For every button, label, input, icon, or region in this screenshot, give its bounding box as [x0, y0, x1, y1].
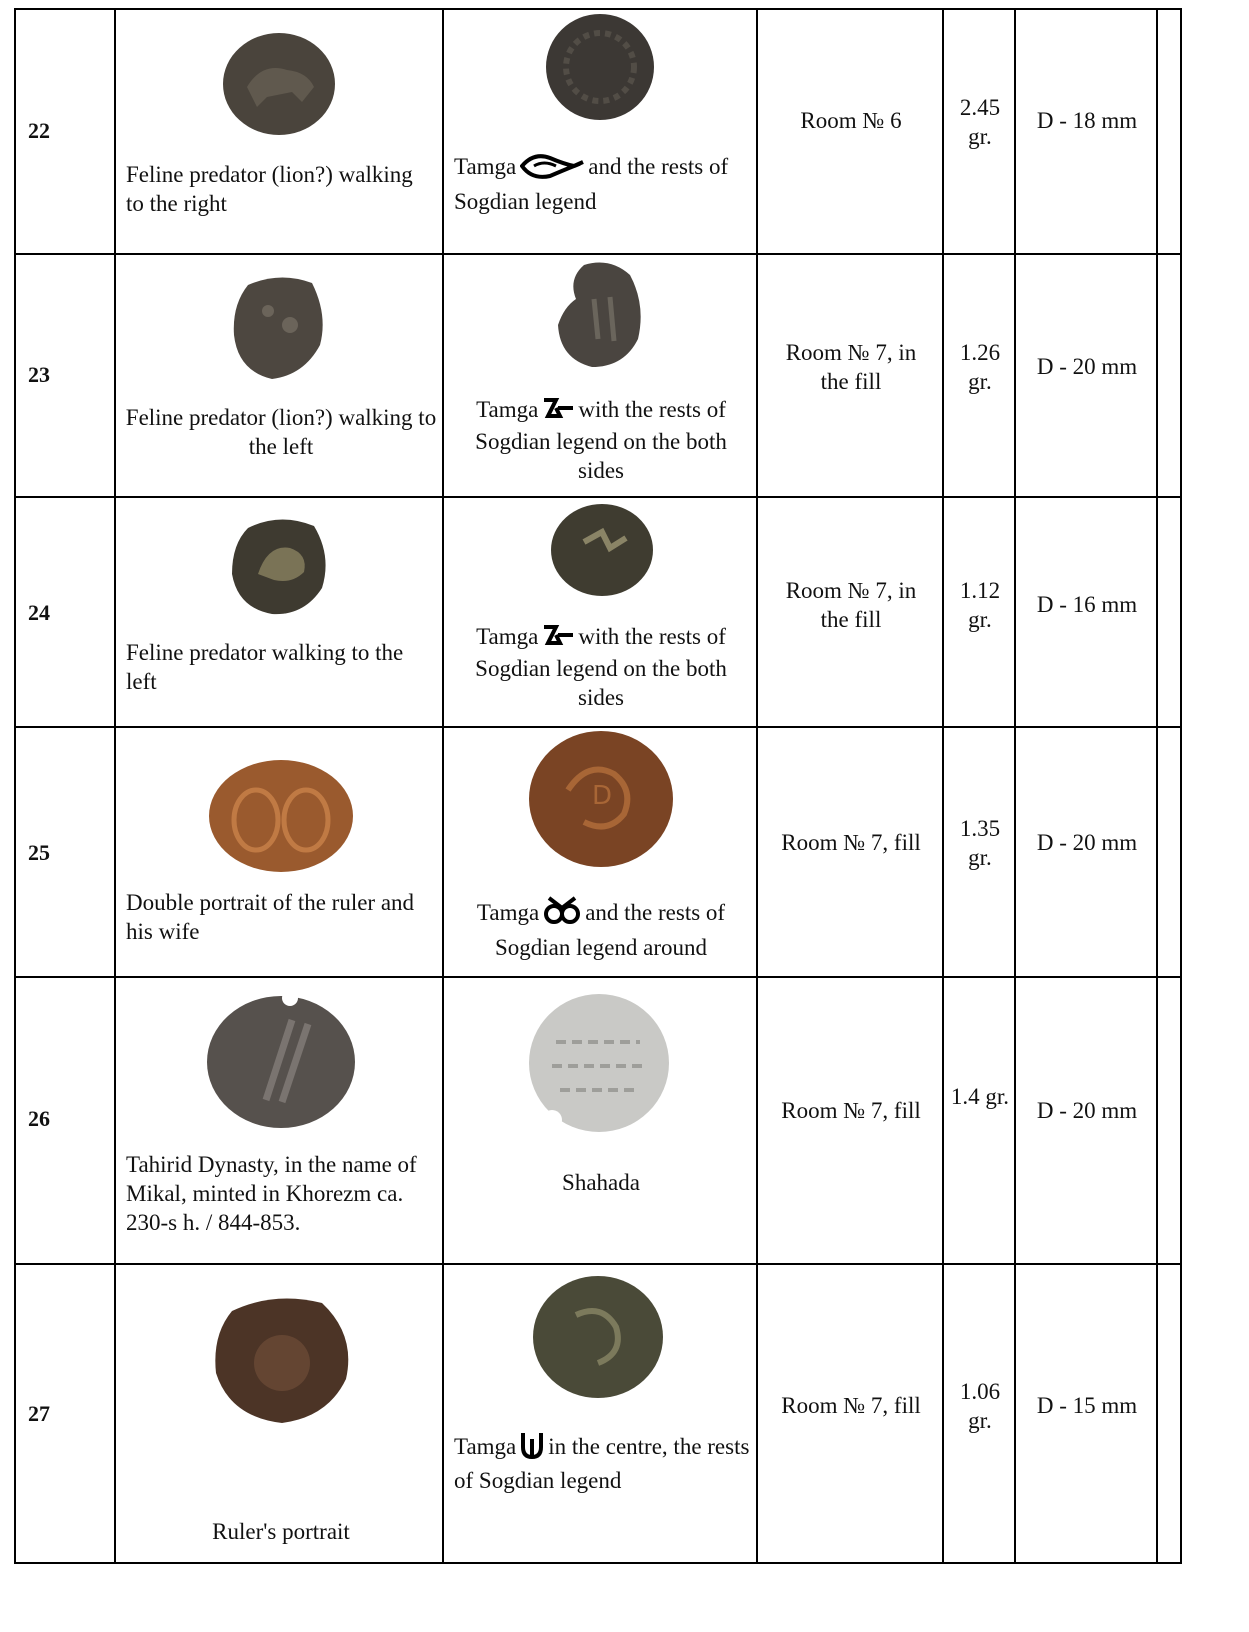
table-row: [15, 1264, 1181, 1563]
obverse-coin-image: [228, 514, 332, 618]
table-row: [15, 9, 1181, 254]
table-row: [15, 497, 1181, 727]
reverse-legend-text: and the rests of Sogdian legend around: [494, 899, 726, 960]
diameter: D - 18 mm: [1036, 108, 1138, 133]
reverse-description: [452, 395, 750, 485]
weight: 1.4 gr.: [950, 1084, 1010, 1109]
obverse-cell: [115, 977, 443, 1264]
coin-number: 25: [28, 840, 50, 865]
findspot: Room № 6: [800, 108, 902, 133]
obverse-description: Tahirid Dynasty, in the name of Mikal, minted in Khorezm ca. 230-s h. / 844-853.: [126, 1152, 417, 1235]
obverse-description: Feline predator (lion?) walking to the right: [126, 162, 413, 216]
coin-number: 23: [28, 362, 50, 387]
reverse-coin-image: [545, 12, 655, 122]
weight: 1.12 gr.: [959, 578, 1001, 632]
coin-number: 24: [28, 600, 50, 625]
reverse-cell: [443, 9, 757, 254]
coin-catalog-table: [14, 8, 1182, 1564]
obverse-cell: [115, 727, 443, 977]
reverse-legend-text: with the rests of Sogdian legend on the both sides: [475, 624, 727, 711]
reverse-coin-image: [528, 992, 670, 1134]
diameter: D - 16 mm: [1036, 592, 1138, 617]
table-row: [15, 977, 1181, 1264]
weight: 2.45 gr.: [959, 95, 1001, 149]
diameter: D - 15 mm: [1036, 1393, 1138, 1418]
table-row: [15, 254, 1181, 497]
reverse-description: [452, 896, 750, 962]
obverse-cell: [115, 9, 443, 254]
reverse-coin-image: [554, 259, 646, 371]
obverse-coin-image: [222, 32, 336, 136]
findspot: Room № 7, fill: [781, 1393, 921, 1418]
obverse-cell: [115, 1264, 443, 1563]
reverse-cell: [443, 497, 757, 727]
obverse-description: Ruler's portrait: [212, 1519, 350, 1544]
reverse-cell: [443, 254, 757, 497]
obverse-description: Feline predator (lion?) walking to the left: [125, 405, 437, 459]
tamga-symbol-icon: [543, 896, 581, 933]
reverse-coin-image: [550, 502, 654, 598]
diameter: D - 20 mm: [1036, 830, 1138, 855]
weight: 1.26 gr.: [959, 340, 1001, 394]
reverse-description: [452, 622, 750, 712]
obverse-cell: [115, 254, 443, 497]
tamga-symbol-icon: [520, 150, 584, 187]
findspot: Room № 7, in the fill: [785, 578, 917, 632]
reverse-coin-image: [528, 730, 674, 868]
obverse-description: Double portrait of the ruler and his wife: [126, 890, 415, 944]
tamga-symbol-icon: [520, 1431, 544, 1466]
reverse-cell: [443, 977, 757, 1264]
obverse-coin-image: [210, 1293, 354, 1427]
reverse-legend-text: and the rests of Sogdian legend: [454, 153, 729, 214]
obverse-coin-image: [206, 990, 356, 1130]
tamga-symbol-icon: [542, 396, 574, 427]
reverse-cell: [443, 727, 757, 977]
reverse-tamga-label: Tamga: [476, 624, 539, 649]
coin-number: 22: [28, 118, 50, 143]
obverse-description: Feline predator walking to the left: [126, 640, 404, 694]
reverse-description: [454, 150, 750, 216]
weight: 1.35 gr.: [959, 816, 1001, 870]
obverse-cell: [115, 497, 443, 727]
reverse-cell: [443, 1264, 757, 1563]
reverse-legend-text: in the centre, the rests of Sogdian legend: [454, 1433, 750, 1493]
reverse-description: [454, 1431, 750, 1495]
tamga-symbol-icon: [542, 623, 574, 654]
diameter: D - 20 mm: [1036, 354, 1138, 379]
reverse-coin-image: [532, 1275, 664, 1399]
reverse-tamga-label: Tamga: [476, 899, 540, 925]
reverse-tamga-label: Tamga: [476, 397, 539, 422]
obverse-coin-image: [208, 758, 354, 874]
diameter: D - 20 mm: [1036, 1098, 1138, 1123]
reverse-tamga-label: Tamga: [454, 1433, 517, 1459]
reverse-tamga-label: Tamga: [454, 153, 517, 179]
coin-number: 27: [28, 1401, 50, 1426]
reverse-legend-text: with the rests of Sogdian legend on the both sides: [475, 397, 727, 484]
reverse-legend-text: Shahada: [562, 1170, 640, 1195]
findspot: Room № 7, in the fill: [785, 340, 917, 394]
svg-text:D: D: [592, 781, 613, 811]
obverse-coin-image: [230, 275, 330, 383]
findspot: Room № 7, fill: [781, 1098, 921, 1123]
findspot: Room № 7, fill: [781, 830, 921, 855]
reverse-description: [452, 1168, 750, 1197]
coin-number: 26: [28, 1106, 50, 1131]
weight: 1.06 gr.: [959, 1379, 1001, 1433]
table-row: [15, 727, 1181, 977]
